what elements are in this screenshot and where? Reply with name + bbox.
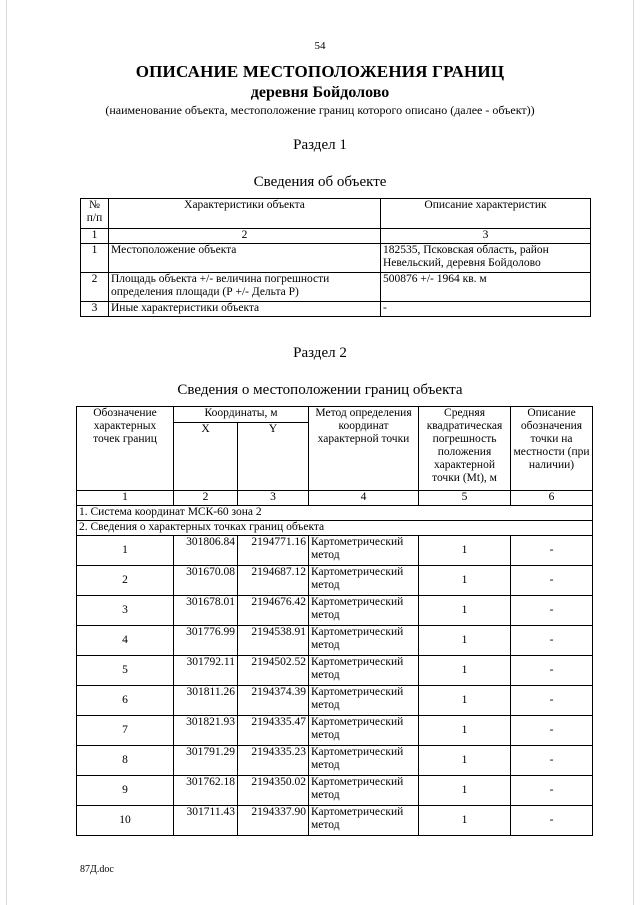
- object-name: деревня Бойдолово: [250, 84, 390, 101]
- col-number: 2: [174, 491, 238, 506]
- method-cell: Картометрический метод: [309, 566, 419, 596]
- coord-y: 2194350.02: [238, 776, 309, 806]
- table-row: [81, 244, 591, 273]
- point-id: 2: [77, 566, 174, 596]
- point-id: 6: [77, 686, 174, 716]
- row-number: 1: [81, 244, 109, 273]
- col-number: 3: [381, 229, 591, 244]
- error-cell: 1: [419, 656, 511, 686]
- table-row: [77, 566, 593, 596]
- col-header-coordinates: Координаты, м: [174, 407, 309, 423]
- coord-x: 301791.29: [174, 746, 238, 776]
- error-cell: 1: [419, 536, 511, 566]
- col-number: 1: [81, 229, 109, 244]
- marking-cell: -: [511, 626, 593, 656]
- error-cell: 1: [419, 566, 511, 596]
- coord-y: 2194687.12: [238, 566, 309, 596]
- page-number: 54: [314, 40, 326, 52]
- point-id: 7: [77, 716, 174, 746]
- method-cell: Картометрический метод: [309, 686, 419, 716]
- table-row: [77, 806, 593, 836]
- table-row: [77, 776, 593, 806]
- coord-y: 2194502.52: [238, 656, 309, 686]
- marking-cell: -: [511, 656, 593, 686]
- characteristic-cell: Местоположение объекта: [109, 244, 381, 273]
- section-2-heading: Сведения о местоположении границ объекта: [177, 382, 463, 398]
- col-header-number: № п/п: [81, 199, 109, 229]
- col-number: 5: [419, 491, 511, 506]
- scan-edge-right: [633, 0, 634, 905]
- object-info-table: [80, 198, 591, 317]
- error-cell: 1: [419, 626, 511, 656]
- coord-x: 301711.43: [174, 806, 238, 836]
- method-cell: Картометрический метод: [309, 626, 419, 656]
- table-row: [77, 716, 593, 746]
- table-row: [81, 273, 591, 302]
- table-row: [77, 596, 593, 626]
- error-cell: 1: [419, 776, 511, 806]
- col-header-description: Описание характеристик: [381, 199, 591, 229]
- scan-edge-left: [6, 0, 7, 905]
- section-2-label: Раздел 2: [293, 345, 347, 361]
- coord-y: 2194335.23: [238, 746, 309, 776]
- object-note: (наименование объекта, местоположение границ которого описано (далее - объект)): [105, 103, 535, 117]
- table-row: [77, 746, 593, 776]
- col-header-point: Обозначение характерных точек границ: [77, 407, 174, 491]
- document-title: ОПИСАНИЕ МЕСТОПОЛОЖЕНИЯ ГРАНИЦ: [135, 62, 505, 81]
- row-number: 3: [81, 302, 109, 317]
- error-cell: 1: [419, 806, 511, 836]
- method-cell: Картометрический метод: [309, 656, 419, 686]
- table-row: [77, 626, 593, 656]
- method-cell: Картометрический метод: [309, 746, 419, 776]
- col-number: 2: [109, 229, 381, 244]
- marking-cell: -: [511, 686, 593, 716]
- coord-y: 2194374.39: [238, 686, 309, 716]
- coord-x: 301776.99: [174, 626, 238, 656]
- col-number: 1: [77, 491, 174, 506]
- coord-y: 2194538.91: [238, 626, 309, 656]
- method-cell: Картометрический метод: [309, 776, 419, 806]
- description-cell: 500876 +/- 1964 кв. м: [381, 273, 591, 302]
- col-header-characteristic: Характеристики объекта: [109, 199, 381, 229]
- description-cell: 182535, Псковская область, район Невельский, деревня Бойдолово: [381, 244, 591, 273]
- method-cell: Картометрический метод: [309, 806, 419, 836]
- col-number: 6: [511, 491, 593, 506]
- characteristic-cell: Иные характеристики объекта: [109, 302, 381, 317]
- coord-x: 301792.11: [174, 656, 238, 686]
- table-row: [81, 302, 591, 317]
- description-cell: -: [381, 302, 591, 317]
- marking-cell: -: [511, 566, 593, 596]
- point-id: 4: [77, 626, 174, 656]
- col-header-error: Средняя квадратическая погрешность положения характерной точки (Mt), м: [419, 407, 511, 491]
- method-cell: Картометрический метод: [309, 596, 419, 626]
- characteristic-cell: Площадь объекта +/- величина погрешности определения площади (Р +/- Дельта Р): [109, 273, 381, 302]
- col-header-marking: Описание обозначения точки на местности (при наличии): [511, 407, 593, 491]
- method-cell: Картометрический метод: [309, 716, 419, 746]
- point-id: 8: [77, 746, 174, 776]
- boundary-points-table: [76, 406, 593, 836]
- point-id: 9: [77, 776, 174, 806]
- marking-cell: -: [511, 806, 593, 836]
- section-1-label: Раздел 1: [293, 137, 347, 153]
- table-row: [77, 656, 593, 686]
- coord-y: 2194676.42: [238, 596, 309, 626]
- marking-cell: -: [511, 776, 593, 806]
- point-id: 5: [77, 656, 174, 686]
- col-number: 3: [238, 491, 309, 506]
- file-name-footer: 87Д.doc: [80, 864, 114, 875]
- table-row: [77, 536, 593, 566]
- point-id: 1: [77, 536, 174, 566]
- point-id: 3: [77, 596, 174, 626]
- error-cell: 1: [419, 746, 511, 776]
- coord-x: 301806.84: [174, 536, 238, 566]
- points-section-row: 2. Сведения о характерных точках границ объекта: [77, 521, 593, 536]
- error-cell: 1: [419, 686, 511, 716]
- error-cell: 1: [419, 596, 511, 626]
- coord-y: 2194771.16: [238, 536, 309, 566]
- method-cell: Картометрический метод: [309, 536, 419, 566]
- section-1-heading: Сведения об объекте: [253, 174, 387, 190]
- coord-y: 2194335.47: [238, 716, 309, 746]
- table-row: [77, 686, 593, 716]
- error-cell: 1: [419, 716, 511, 746]
- col-header-x: X: [174, 423, 238, 491]
- coord-x: 301811.26: [174, 686, 238, 716]
- col-number: 4: [309, 491, 419, 506]
- coord-y: 2194337.90: [238, 806, 309, 836]
- point-id: 10: [77, 806, 174, 836]
- marking-cell: -: [511, 716, 593, 746]
- col-header-method: Метод определения координат характерной точки: [309, 407, 419, 491]
- coord-x: 301678.01: [174, 596, 238, 626]
- col-header-y: Y: [238, 423, 309, 491]
- coord-x: 301821.93: [174, 716, 238, 746]
- marking-cell: -: [511, 536, 593, 566]
- marking-cell: -: [511, 746, 593, 776]
- row-number: 2: [81, 273, 109, 302]
- marking-cell: -: [511, 596, 593, 626]
- coord-x: 301670.08: [174, 566, 238, 596]
- coord-x: 301762.18: [174, 776, 238, 806]
- coordinate-system-row: 1. Система координат МСК-60 зона 2: [77, 506, 593, 521]
